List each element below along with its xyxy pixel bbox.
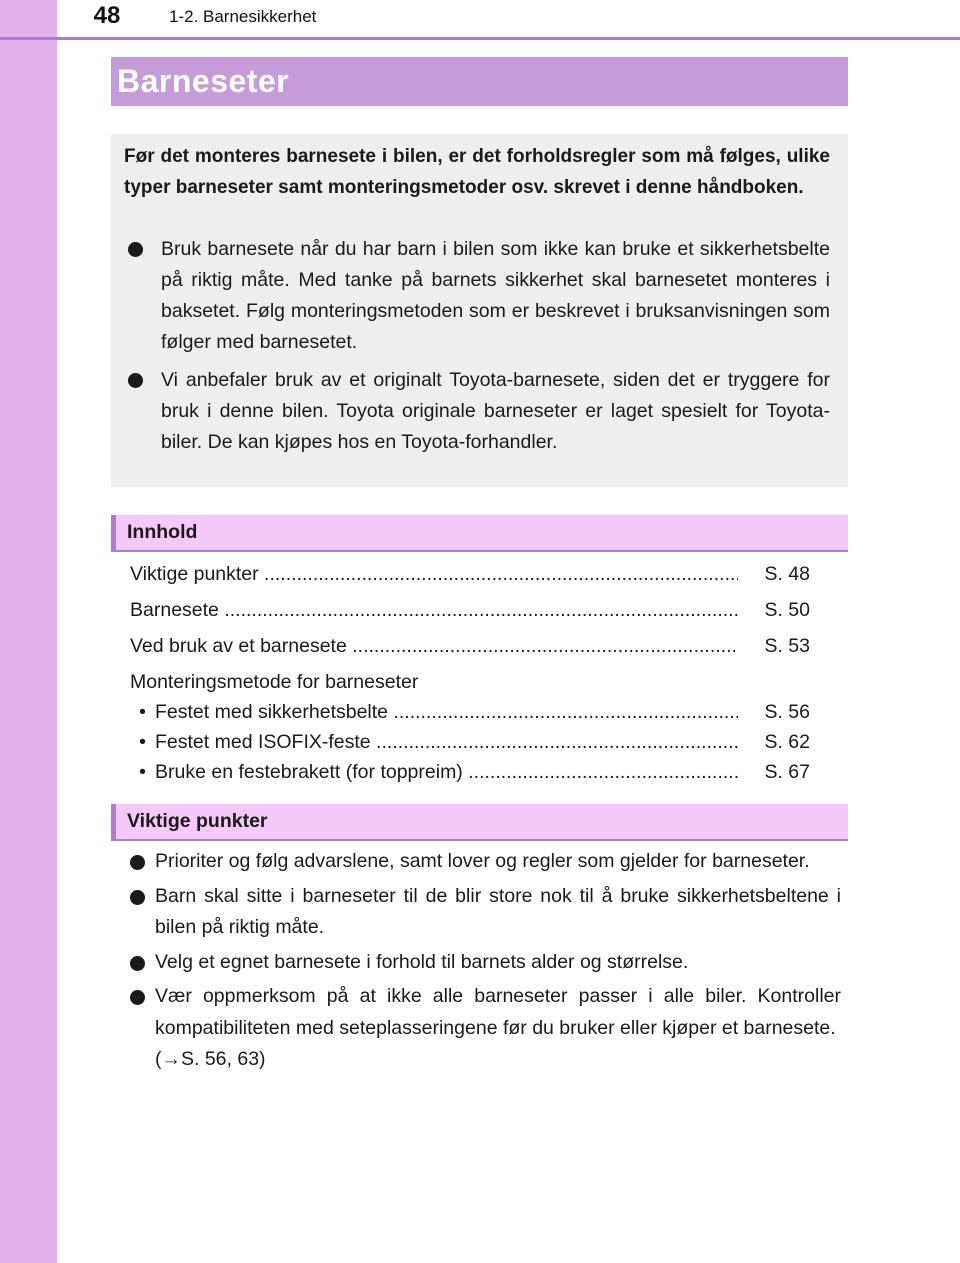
bullet-icon — [130, 890, 145, 905]
intro-bullet — [124, 365, 830, 458]
contents-heading: Innhold — [127, 521, 198, 543]
intro-lead: Før det monteres barnesete i bilen, er det forholdsregler som må følges, ulike typer barneseter samt monteringsmetoder osv. skrevet i denne håndboken. — [124, 146, 830, 198]
key-point — [129, 846, 841, 878]
key-point-text: Prioriter og følg advarslene, samt lover og regler som gjelder for barneseter. — [155, 850, 810, 872]
intro-bullets — [124, 234, 830, 458]
toc-sub-entry-page: S. 62 — [764, 731, 810, 753]
bullet-icon — [130, 855, 145, 870]
bullet-marker: • — [139, 761, 146, 783]
toc-sub-entry-page: S. 56 — [764, 701, 810, 723]
toc-sub-entry-label — [130, 729, 738, 755]
toc-sub-entry-text: Festet med ISOFIX-feste — [155, 731, 371, 753]
toc-sub-entry-text: Festet med sikkerhetsbelte — [155, 701, 389, 723]
toc-entry[interactable] — [130, 633, 810, 669]
page-title: Barneseter — [117, 63, 290, 99]
toc-entry-label: Barnesete ..... — [130, 597, 738, 623]
heading-accent — [111, 515, 116, 550]
intro-bullet-text: Vi anbefaler bruk av et originalt Toyota-barnesete, siden det er tryggere for bruk i denne bilen. Toyota originale barneseter er laget spesielt for Toyota-biler. De kan kjøpes hos en Toyota-forhandler. — [161, 369, 830, 453]
page-number: 48 — [93, 2, 121, 29]
key-point-text: Velg et egnet barnesete i forhold til barnets alder og størrelse. — [155, 950, 689, 973]
section-title-bar — [111, 57, 848, 106]
key-point-text: Barn skal sitte i barneseter til de blir store nok til å bruke sikkerhetsbeltene i bilen på riktig måte. — [155, 884, 841, 938]
toc-entry-label: Ved bruk av et barnesete ..... — [130, 633, 738, 659]
bullet-icon — [130, 990, 145, 1005]
toc-entry-page: S. 50 — [764, 599, 810, 621]
key-points-heading: Viktige punkter — [127, 810, 268, 832]
page-reference-link[interactable]: (→S. 56, 63) — [155, 1048, 266, 1070]
heading-accent — [111, 804, 116, 839]
key-point — [129, 947, 841, 979]
toc-sub-entry-label — [130, 759, 738, 785]
toc-sub-entry-label — [130, 699, 738, 725]
toc-sub-entry[interactable] — [130, 759, 810, 789]
bullet-marker: • — [139, 701, 146, 723]
header-rule — [0, 37, 960, 40]
bullet-icon — [128, 373, 143, 388]
key-point — [129, 981, 841, 1076]
running-head: 1-2. Barnesikkerhet — [169, 7, 317, 26]
toc-entry-page: S. 53 — [764, 635, 810, 657]
key-point — [129, 881, 841, 944]
toc-sub-entry-page: S. 67 — [764, 761, 810, 783]
toc-entry-label: Viktige punkter ..... — [130, 561, 738, 587]
chapter-tab-strip — [0, 0, 57, 1263]
table-of-contents — [130, 561, 810, 789]
toc-group-heading: Monteringsmetode for barneseter — [130, 671, 419, 693]
bullet-icon — [130, 956, 145, 971]
toc-sub-entry[interactable] — [130, 699, 810, 729]
key-points-list — [129, 846, 841, 1079]
toc-sub-entry-text: Bruke en festebrakett (for toppreim) — [155, 761, 463, 783]
intro-box — [111, 134, 848, 487]
contents-heading-bar — [111, 515, 848, 552]
key-points-heading-bar — [111, 804, 848, 841]
toc-entry-page: S. 48 — [764, 563, 810, 585]
bullet-marker: • — [139, 731, 146, 753]
bullet-icon — [128, 242, 143, 257]
toc-sub-entry[interactable] — [130, 729, 810, 759]
intro-bullet — [124, 234, 830, 358]
toc-entry[interactable] — [130, 561, 810, 597]
toc-entry[interactable] — [130, 597, 810, 633]
intro-bullet-text: Bruk barnesete når du har barn i bilen som ikke kan bruke et sikkerhetsbelte på riktig måte. Med tanke på barnets sikkerhet skal barnesetet monteres i baksetet. Følg monteringsmetoden som er beskrevet i bruksanvisningen som følger med barnesetet. — [161, 238, 830, 353]
key-point-text: Vær oppmerksom på at ikke alle barneseter passer i alle biler. Kontroller kompatibiliteten med seteplasseringene før du bruker eller kjøper et barnesete. — [155, 985, 841, 1039]
